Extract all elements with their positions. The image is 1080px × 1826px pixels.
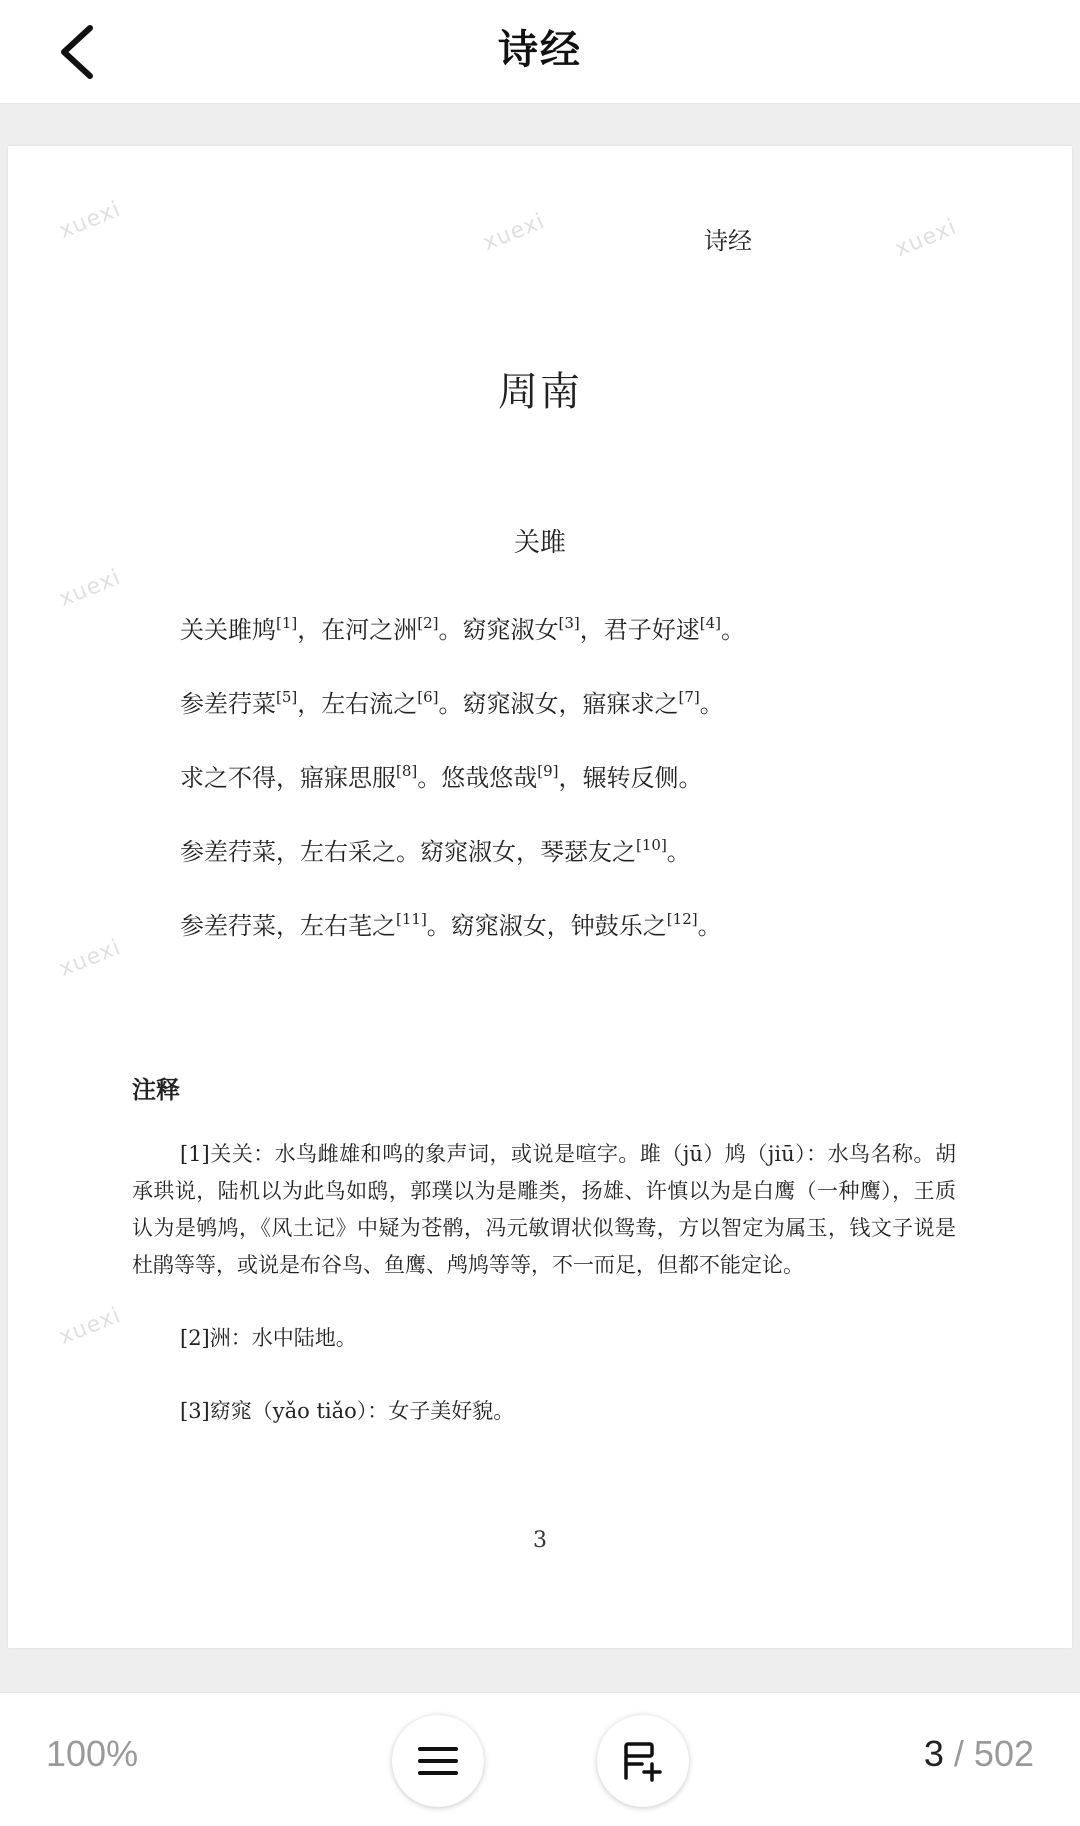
footnote: [3]窈窕（yǎo tiǎo）：女子美好貌。: [180, 1399, 515, 1423]
total-pages: 502: [973, 1733, 1034, 1774]
running-header: 诗经: [704, 227, 752, 255]
verse-text: ，君子好逑: [579, 616, 700, 644]
document-title: 诗经: [498, 27, 582, 73]
top-bar: [0, 0, 1080, 104]
footnote-ref[interactable]: [7]: [678, 688, 700, 706]
document-page[interactable]: [8, 146, 1072, 1648]
footnote-ref[interactable]: [12]: [666, 910, 698, 928]
footnote-ref[interactable]: [9]: [537, 762, 559, 780]
verse-text: ，在河之洲: [297, 616, 418, 644]
notes-list: [132, 1136, 956, 1466]
verse-line: [180, 758, 940, 832]
verse-text: 。: [697, 912, 722, 940]
footnote-ref[interactable]: [1]: [276, 614, 298, 632]
current-page: 3: [923, 1733, 944, 1774]
chapter-title: 周南: [498, 369, 582, 415]
watermark: xuexi: [55, 196, 125, 245]
verse-text: 参差荇菜，左右芼之: [180, 912, 396, 940]
verse-text: 。: [721, 616, 745, 644]
verse-line: [180, 832, 940, 906]
footnote: [2]洲：水中陆地。: [180, 1326, 357, 1350]
page-indicator[interactable]: [924, 1733, 1034, 1775]
footnote-ref[interactable]: [4]: [699, 614, 721, 632]
verse-line: [180, 610, 940, 684]
menu-icon: [415, 1738, 461, 1784]
page-separator: /: [953, 1733, 964, 1774]
watermark: xuexi: [55, 934, 125, 983]
poem-verses: [180, 610, 940, 980]
watermark: xuexi: [891, 214, 961, 263]
watermark: xuexi: [55, 564, 125, 613]
notes-heading: 注释: [132, 1076, 180, 1104]
page-number: 3: [533, 1528, 547, 1553]
footnote-ref[interactable]: [10]: [636, 836, 667, 854]
watermark: xuexi: [55, 1302, 125, 1351]
footnote-ref[interactable]: [5]: [276, 688, 298, 706]
verse-text: 求之不得，寤寐思服: [180, 764, 396, 792]
verse-text: 参差荇菜，左右采之。窈窕淑女，琴瑟友之: [180, 838, 636, 866]
verse-text: 。悠哉悠哉: [417, 764, 538, 792]
footnote-ref[interactable]: [11]: [396, 910, 427, 928]
watermark: xuexi: [479, 208, 549, 257]
bookmark-add-icon: [620, 1738, 666, 1784]
verse-text: 。窈窕淑女: [438, 616, 559, 644]
verse-line: [180, 684, 940, 758]
verse-line: [180, 906, 940, 980]
verse-text: 。: [666, 838, 691, 866]
footnote-ref[interactable]: [6]: [417, 688, 439, 706]
footnote-ref[interactable]: [3]: [558, 614, 580, 632]
verse-text: ，左右流之: [297, 690, 418, 718]
poem-title: 关雎: [513, 528, 566, 558]
verse-text: 。: [699, 690, 724, 718]
verse-text: 参差荇菜: [180, 690, 276, 718]
verse-text: ，辗转反侧。: [558, 764, 703, 792]
verse-text: 。窈窕淑女，寤寐求之: [438, 690, 679, 718]
verse-text: 关关雎鸠: [180, 616, 276, 644]
footnote-ref[interactable]: [8]: [396, 762, 418, 780]
menu-button[interactable]: [392, 1715, 484, 1807]
zoom-level[interactable]: 100%: [46, 1733, 139, 1774]
footnote-ref[interactable]: [2]: [417, 614, 439, 632]
footnote: [1]关关：水鸟雌雄和鸣的象声词，或说是喧字。雎（jū）鸠（jiū）：水鸟名称。胡承珙说，陆机以为此鸟如鸱，郭璞以为是雕类，扬雄、许慎以为是白鹰（一种鹰），王质认为是鸲鸠，《风土记》中疑为苍鹘，冯元敏谓状似鸳鸯，方以智定为属玉，钱文子说是杜鹃等等，或说是布谷鸟、鱼鹰、鸬鸠等等，不一而足，但都不能定论。: [132, 1142, 956, 1277]
verse-text: 。窈窕淑女，钟鼓乐之: [426, 912, 667, 940]
bottom-toolbar: [0, 1692, 1080, 1826]
bookmark-add-button[interactable]: [597, 1715, 689, 1807]
